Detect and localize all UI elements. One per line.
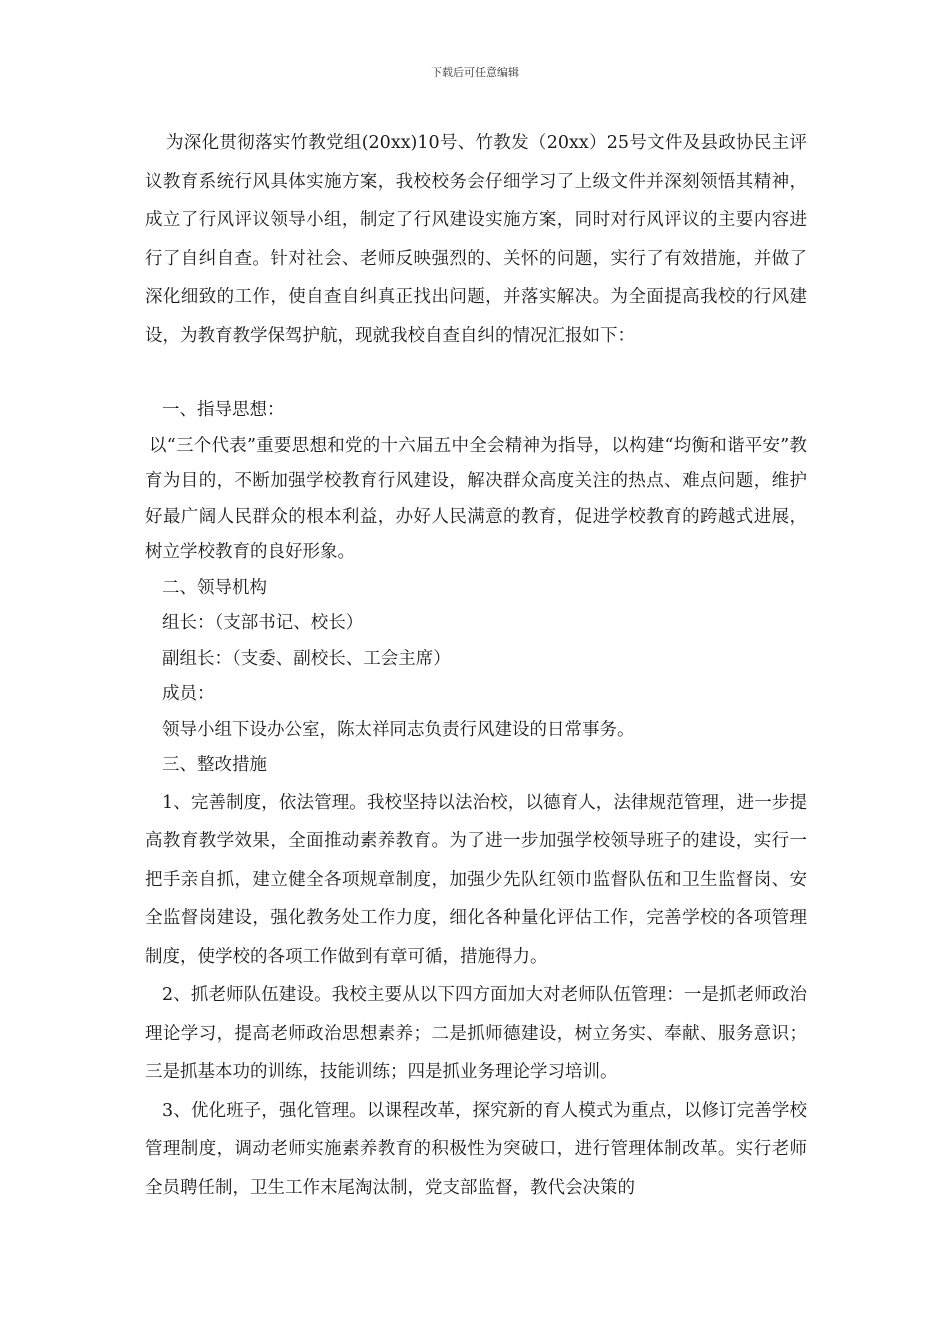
measure-1-paragraph: 1、完善制度，依法管理。我校坚持以法治校，以德育人，法律规范管理，进一步提高教育教学效果，全面推动素养教育。为了进一步加强学校领导班子的建设，实行一把手亲自抓，建立健全各项规章制度，加强少先队红领巾监督队伍和卫生监督岗、安全监督岗建设，强化教务处工作力度，细化各种量化评估工作，完善学校的各项管理制度，使学校的各项工作做到有章可循，措施得力。	[145, 792, 807, 967]
office-line: 领导小组下设办公室，陈太祥同志负责行风建设的日常事务。	[162, 719, 635, 740]
section-heading-leadership: 二、领导机构	[162, 577, 267, 598]
members-line: 成员：	[162, 684, 215, 704]
header-note: 下载后可任意编辑	[431, 66, 519, 79]
deputy-leader-line: 副组长：（支委、副校长、工会主席）	[162, 648, 451, 669]
leader-line: 组长：（支部书记、校长）	[162, 613, 364, 633]
paragraph-gap	[145, 355, 807, 393]
document-body	[145, 124, 807, 1207]
measure-2-paragraph: 2、抓老师队伍建设。我校主要从以下四方面加大对老师队伍管理：一是抓老师政治理论学习，提高老师政治思想素养；二是抓师德建设，树立务实、奉献、服务意识；三是抓基本功的训练，技能训练；四是抓业务理论学习培训。	[145, 985, 807, 1082]
section-heading-guiding-thought: 一、指导思想：	[162, 400, 285, 420]
guiding-thought-paragraph: 以“三个代表”重要思想和党的十六届五中全会精神为指导，以构建“均衡和谐平安”教育为目的，不断加强学校教育行风建设，解决群众高度关注的热点、难点问题，维护好最广阔人民群众的根本利益，办好人民满意的教育，促进学校教育的跨越式进展，树立学校教育的良好形象。	[145, 435, 807, 562]
section-heading-rectification: 三、整改措施	[162, 755, 267, 775]
measure-3-paragraph: 3、优化班子，强化管理。以课程改革，探究新的育人模式为重点，以修订完善学校管理制度，调动老师实施素养教育的积极性为突破口，进行管理体制改革。实行老师全员聘任制，卫生工作末尾淘汰制，党支部监督，教代会决策的	[145, 1100, 807, 1198]
intro-paragraph: 为深化贯彻落实竹教党组(20xx)10号、竹教发（20xx）25号文件及县政协民主评议教育系统行风具体实施方案，我校校务会仔细学习了上级文件并深刻领悟其精神，成立了行风评议领导小组，制定了行风建设实施方案，同时对行风评议的主要内容进行了自纠自查。针对社会、老师反映强烈的、关怀的问题，实行了有效措施，并做了深化细致的工作，使自查自纠真正找出问题，并落实解决。为全面提高我校的行风建设，为教育教学保驾护航，现就我校自查自纠的情况汇报如下：	[145, 133, 807, 346]
